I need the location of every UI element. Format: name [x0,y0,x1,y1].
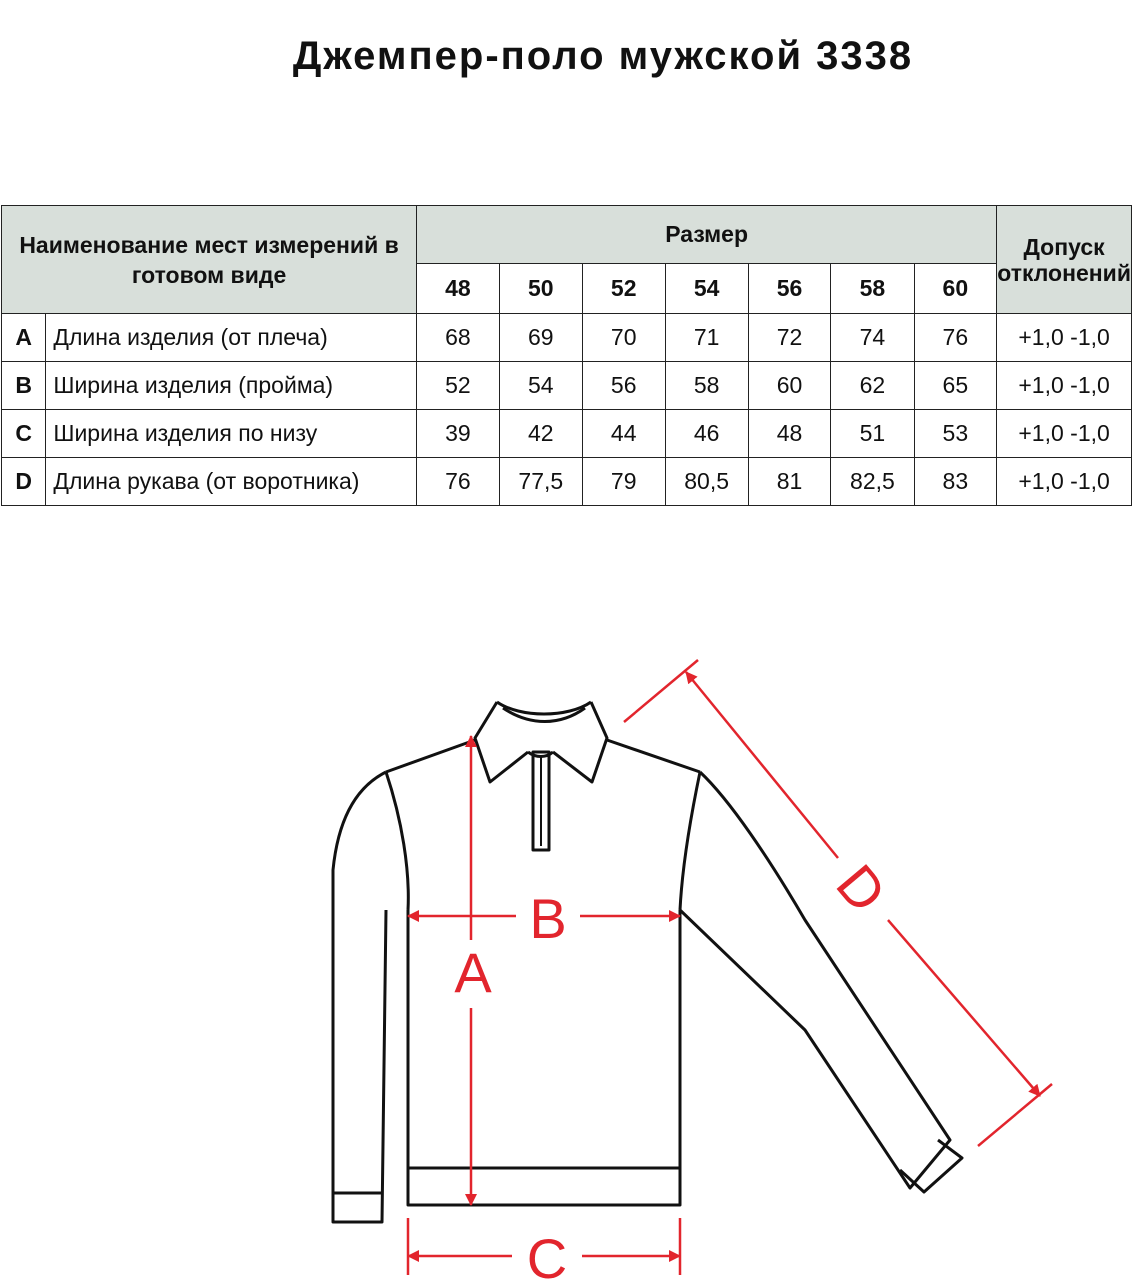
value-cell: 39 [417,410,500,458]
table-row [2,362,1132,410]
tolerance-cell: +1,0 -1,0 [997,362,1132,410]
value-cell: 62 [831,362,914,410]
row-name: Длина изделия (от плеча) [46,314,417,362]
row-name: Ширина изделия по низу [46,410,417,458]
size-header-cell: 52 [582,264,665,314]
value-cell: 70 [582,314,665,362]
value-cell: 76 [914,314,997,362]
value-cell: 81 [748,458,831,506]
tolerance-cell: +1,0 -1,0 [997,458,1132,506]
value-cell: 68 [417,314,500,362]
size-header-cell: 58 [831,264,914,314]
size-header-cell: 56 [748,264,831,314]
row-name: Длина рукава (от воротника) [46,458,417,506]
tolerance-cell: +1,0 -1,0 [997,410,1132,458]
value-cell: 46 [665,410,748,458]
value-cell: 53 [914,410,997,458]
value-cell: 71 [665,314,748,362]
right-shoulder [607,740,700,772]
header-size: Размер [417,206,997,264]
measure-d-top-line [686,672,838,858]
right-armhole [680,772,700,910]
size-header-cell: 60 [914,264,997,314]
value-cell: 83 [914,458,997,506]
header-measurement-name: Наименование мест измерений в готовом виде [2,206,417,314]
value-cell: 60 [748,362,831,410]
value-cell: 56 [582,362,665,410]
left-sleeve [333,772,386,1222]
value-cell: 79 [582,458,665,506]
value-cell: 69 [499,314,582,362]
value-cell: 44 [582,410,665,458]
value-cell: 65 [914,362,997,410]
value-cell: 51 [831,410,914,458]
table-row [2,410,1132,458]
size-header-cell: 50 [499,264,582,314]
measure-d-label: D [824,852,899,925]
value-cell: 58 [665,362,748,410]
measure-b-label: B [529,887,567,950]
row-code: A [2,314,46,362]
measure-d-tick-top [624,660,698,722]
tolerance-cell: +1,0 -1,0 [997,314,1132,362]
value-cell: 72 [748,314,831,362]
row-name: Ширина изделия (пройма) [46,362,417,410]
size-table [1,205,1132,506]
measurement-lines [408,660,1052,1275]
value-cell: 82,5 [831,458,914,506]
size-header-cell: 48 [417,264,500,314]
table-row [2,458,1132,506]
header-tolerance: Допуск отклонений [997,206,1132,314]
value-cell: 77,5 [499,458,582,506]
collar-left [475,702,528,782]
row-code: D [2,458,46,506]
left-armhole [386,772,408,910]
right-sleeve [680,772,950,1188]
value-cell: 76 [417,458,500,506]
left-shoulder [386,740,475,772]
size-header-cell: 54 [665,264,748,314]
measure-d-bottom-line [888,920,1040,1096]
value-cell: 74 [831,314,914,362]
row-code: B [2,362,46,410]
polo-jumper-outline [333,702,962,1222]
measure-d-tick-bottom [978,1084,1052,1146]
page-title: Джемпер-поло мужской 3338 [292,34,914,78]
value-cell: 54 [499,362,582,410]
value-cell: 80,5 [665,458,748,506]
body-outline [408,910,680,1205]
garment-diagram [0,640,1132,1280]
table-row [2,314,1132,362]
measure-a-label: A [454,941,492,1004]
value-cell: 52 [417,362,500,410]
row-code: C [2,410,46,458]
value-cell: 48 [748,410,831,458]
value-cell: 42 [499,410,582,458]
measure-c-label: C [526,1227,568,1280]
right-cuff [900,1140,962,1192]
